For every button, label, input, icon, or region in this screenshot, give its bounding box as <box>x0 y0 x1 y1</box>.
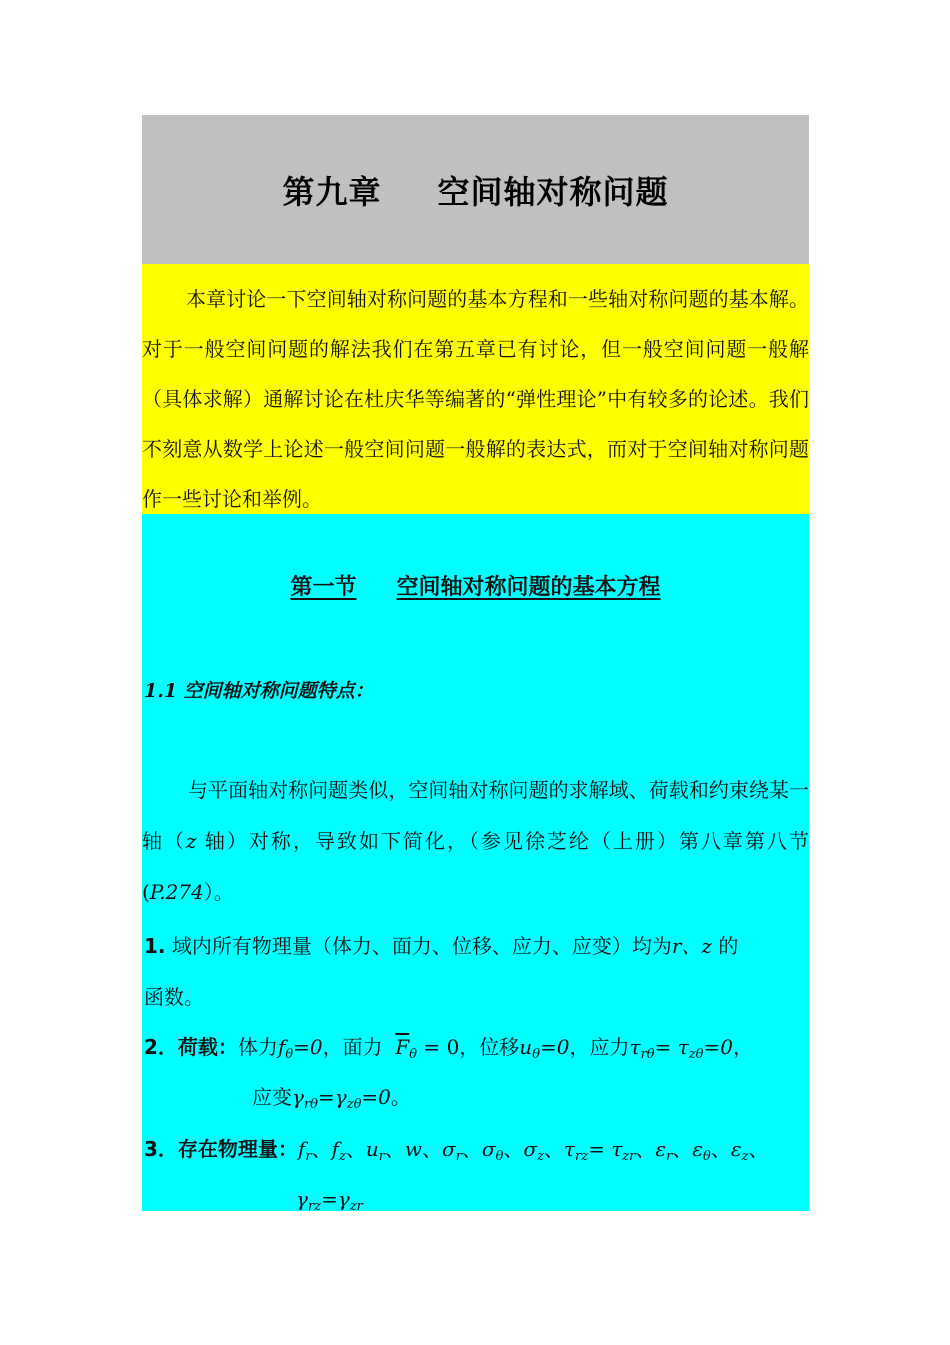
axis-symbol: z <box>186 829 197 853</box>
list-item-1: 1. 域内所有物理量（体力、面力、位移、应力、应变）均为r、z 的 <box>144 934 739 958</box>
list-item-3: 3．存在物理量：$f_r$、$f_z$、$u_r$、w、$\sigma_r$、$\sigma_\theta$、$\sigma_z$、$\tau_{rz}= \tau_{zr}$、$\varepsilon_r$、$\varepsilon_\theta$、$\varepsilon_z$、 <box>144 1137 769 1164</box>
document-page <box>142 115 810 1214</box>
subsection-title: 1.1 空间轴对称问题特点： <box>144 680 374 702</box>
section-name: 空间轴对称问题的基本方程 <box>396 575 661 600</box>
list-item-3-cont: $\gamma_{rz}=\gamma_{zr}$ <box>296 1187 363 1214</box>
chapter-name: 空间轴对称问题 <box>437 172 669 211</box>
chapter-number: 第九章 <box>282 172 382 211</box>
list-item-1-cont: 函数。 <box>144 985 204 1009</box>
list-item-2-cont: 应变$\gamma_{r\theta}=\gamma_{z\theta}=0$。 <box>252 1085 411 1112</box>
section-body <box>142 514 810 1214</box>
body-paragraph: 与平面轴对称问题类似，空间轴对称问题的求解域、荷载和约束绕某一轴（z 轴）对称，导致如下简化，（参见徐芝纶（上册）第八章第八节(P.274）。 <box>142 778 810 904</box>
section-number: 第一节 <box>290 575 357 600</box>
chapter-intro <box>142 264 809 514</box>
intro-paragraph: 本章讨论一下空间轴对称问题的基本方程和一些轴对称问题的基本解。对于一般空间问题的解法我们在第五章已有讨论，但一般空间问题一般解（具体求解）通解讨论在杜庆华等编著的“弹性理论”中有较多的论述。我们不刻意从数学上论述一般空间问题一般解的表达式，而对于空间轴对称问题作一些讨论和举例。 <box>142 287 809 511</box>
list-item-2: 2．荷载：体力$f_\theta=0$，面力 $\overline{F}_\theta = 0$，位移$u_\theta=0$，应力$\tau_{r\theta}= \tau_{z\theta}=0$， <box>144 1035 753 1062</box>
chapter-title <box>282 167 668 213</box>
section-title <box>142 570 809 601</box>
chapter-header <box>142 115 809 264</box>
page-reference: P.274 <box>149 880 204 904</box>
